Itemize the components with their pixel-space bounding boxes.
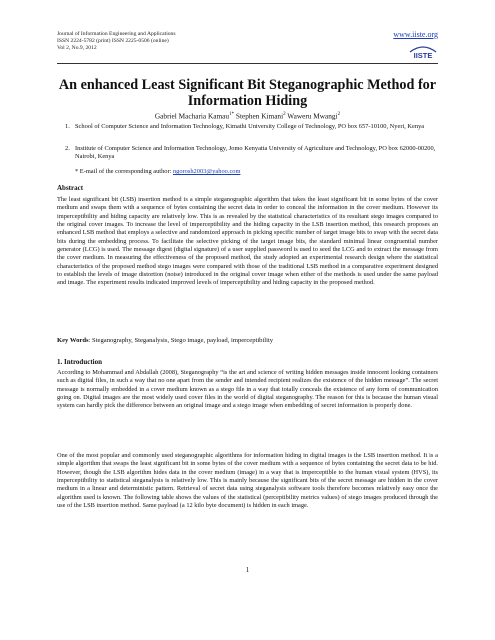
introduction-paragraph-2: One of the most popular and commonly used steganographic algorithms for information hiding in digital images is the LSB insertion method. It is a simple algorithm that swaps the least significant bit in some bytes of the cover medium with a sequence of bytes containing the secret data to be hid. However, though the LSB algorithm hides data in the cover medium (image) in a way that is imperceptible to the human visual system (HVS), its imperceptibility to statistical steganalysis is relatively low. This is mainly because the significant bits of the secret message are hidden in the cover medium in a linear and deterministic pattern. Retrieval of secret data using steganalysis software tools therefore becomes relatively easy once the algorithm used is known. The following table shows the values of the statistical (perceptibility metrics values) of stego images produced through the use of the LSB insertion method. Same payload (a 12 kilo byte document) is hidden in each image. (57, 452, 438, 510)
header-divider (57, 63, 438, 64)
affiliation-2 (65, 145, 438, 161)
page-number: 1 (245, 566, 250, 574)
author-name: Waweru Mwangi (285, 111, 338, 121)
affiliation-1 (65, 123, 438, 131)
journal-header (57, 31, 176, 52)
abstract-text: The least significant bit (LSB) insertion method is a simple steganographic algorithm that takes the least significant bit in some bytes of the cover medium and swaps them with a sequence of bytes containing the secret data in order to conceal the information in the cover medium. However its imperceptibility and hiding capacity are relatively low. This is as revealed by the statistical characteristics of its resultant stego images compared to the original cover images. To increase the level of imperceptibility and the hiding capacity in the LSB insertion method, this research proposes an enhanced LSB method that employs a selective and randomized approach in picking specific number of target image bits to swap with the secret data bits during the embedding process. To facilitate the selective picking of the target image bits, the standard minimal linear congruential number generator (LCG) is used. The message digest (digital signature) of a user supplied password is used to seed the LCG and to extract the message from the cover medium. In measuring the effectiveness of the proposed method, the study adopted an experimental research design where the statistical characteristics of the proposed method stego images were compared with those of the traditional LSB method in a comparative experiment designed to establish the levels of image distortion (noise) introduced in the original cover image when either of the methods is used under the same payload and image. The experiment results indicated improved levels of imperceptibility and hiding capacity in the proposed method. (57, 196, 438, 287)
logo-text: IISTE (413, 51, 433, 59)
abstract-heading: Abstract (57, 184, 84, 192)
keywords-label: Key Words (57, 337, 89, 344)
iiste-logo-icon (408, 43, 438, 59)
affiliation-number: 2. (65, 145, 70, 152)
introduction-paragraph-1: According to Mohammad and Abdallah (2008), Steganography “is the art and science of writing hidden messages inside innocent looking containers such as digital files, in such a way that no one apart from the sender and intended recipient realizes the existence of the hidden message”. The secret message is normally embedded in a cover medium known as a stego file in a way that totally conceals the existence of any form of communication going on. Digital images are the most widely used cover files in the world of digital steganography. The reason for this is because the human visual system can hardly pick the difference between an original image and a stego image when embedding of secret information is properly done. (57, 369, 438, 410)
corresponding-email (75, 168, 240, 176)
introduction-heading: 1. Introduction (57, 358, 102, 366)
affiliation-text: School of Computer Science and Information Technology, Kimathi University College of Technology, PO box 657-10100, Nyeri, Kenya (75, 123, 425, 130)
iiste-logo (408, 43, 438, 59)
keywords-text: : Steganography, Steganalysis, Stego image, payload, imperceptibility (88, 337, 274, 344)
keywords-line (57, 337, 438, 345)
author-mark: 2 (337, 112, 341, 117)
email-prefix: * E-mail of the corresponding author: (75, 168, 173, 175)
author-mark: 1* (229, 112, 235, 117)
journal-website-link[interactable]: www.iiste.org (393, 30, 438, 39)
journal-name: Journal of Information Engineering and Applications (57, 31, 176, 37)
journal-issn: ISSN 2224-5782 (print) ISSN 2225-0506 (online) (57, 38, 169, 44)
journal-volume: Vol 2, No.9, 2012 (57, 45, 97, 51)
email-link[interactable]: ngorosh2003@yahoo.com (172, 168, 241, 175)
affiliation-text: Institute of Computer Science and Information Technology, Jomo Kenyatta University of Agriculture and Technology, PO box 62000-00200, Nairobi, Kenya (75, 145, 436, 161)
author-name: Stephen Kimani (234, 111, 284, 121)
author-name: Gabriel Macharia Kamau (154, 111, 230, 121)
affiliation-number: 1. (65, 123, 70, 130)
paper-title: An enhanced Least Significant Bit Steganographic Method for Information Hiding (58, 77, 437, 109)
author-list (57, 110, 438, 120)
author-mark: 2 (283, 112, 286, 117)
